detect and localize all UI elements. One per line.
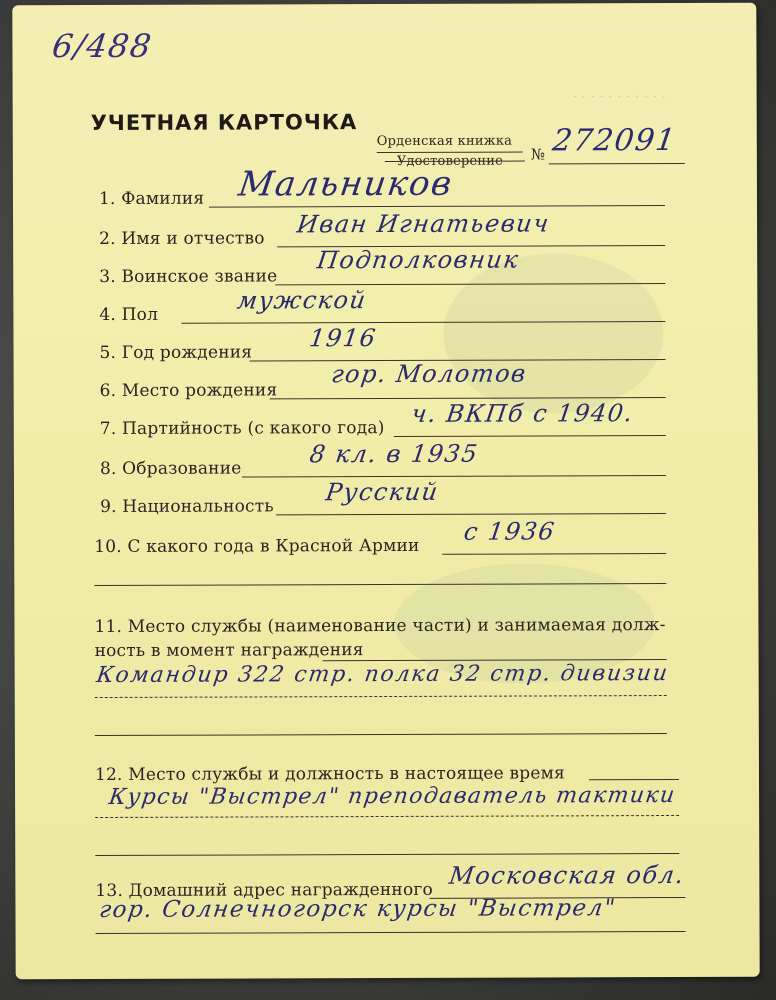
- order-book-label: Орденская книжка: [376, 133, 513, 150]
- field-line-dashed: [95, 815, 679, 818]
- field-value: Подполковник: [315, 245, 522, 275]
- field-value: Мальников: [236, 163, 456, 205]
- field-label: 9. Национальность: [100, 496, 274, 517]
- field-line: [442, 553, 666, 555]
- field-line: [96, 931, 686, 934]
- field-line: [95, 733, 667, 736]
- field-label: 13. Домашний адрес награжденного: [95, 879, 433, 902]
- field-value: 1916: [307, 324, 379, 353]
- bleed-through-text: · · · · · · · · · · ·: [572, 89, 667, 106]
- field-line: [394, 435, 666, 437]
- field-label: 2. Имя и отчество: [99, 228, 265, 249]
- field-line: [95, 853, 679, 856]
- card-title: УЧЕТНАЯ КАРТОЧКА: [90, 110, 358, 136]
- field-label-line2: ность в момент награждения: [94, 640, 364, 662]
- field-label: 3. Воинское звание: [99, 266, 278, 287]
- corner-number: 6/488: [49, 26, 155, 66]
- field-line: [276, 513, 666, 515]
- field-label: 1. Фамилия: [98, 188, 205, 210]
- field-value: Иван Игнатьевич: [295, 209, 552, 239]
- field-value: Командир 322 стр. полка 32 стр. дивизии: [94, 661, 671, 689]
- field-value: Курсы "Выстрел" преподаватель тактики: [107, 782, 678, 810]
- field-value: гор. Молотов: [329, 359, 529, 389]
- field-value-line2: гор. Солнечногорск курсы "Выстрел": [97, 895, 618, 924]
- field-value: Русский: [324, 477, 441, 507]
- field-line-dashed: [95, 695, 667, 698]
- field-value-line1: Московская обл.: [447, 860, 687, 890]
- paper-stain: [443, 253, 664, 414]
- field-line: [209, 205, 665, 208]
- field-line: [242, 475, 666, 477]
- field-label: 10. С какого года в Красной Армии: [94, 535, 420, 558]
- number-sign: №: [530, 145, 546, 164]
- certificate-label: Удостоверение: [396, 153, 504, 169]
- field-value: с 1936: [462, 517, 558, 546]
- field-label: 12. Место службы и должность в настоящее время: [94, 763, 565, 786]
- order-number: 272091: [550, 122, 679, 159]
- field-label-line1: 11. Место службы (наименование части) и занимаемая долж-: [94, 615, 666, 638]
- field-line: [589, 779, 679, 780]
- field-value: 8 кл. в 1935: [307, 439, 481, 469]
- field-label: 6. Место рождения: [99, 380, 278, 401]
- field-label: 7. Партийность (с какого года): [99, 418, 385, 439]
- field-label: 5. Год рождения: [99, 342, 253, 363]
- field-value: мужской: [235, 286, 369, 315]
- field-label: 4. Пол: [99, 304, 159, 325]
- record-card: [12, 3, 759, 980]
- number-underline: [549, 163, 685, 164]
- field-value: ч. ВКПб с 1940.: [409, 399, 636, 428]
- field-label: 8. Образование: [99, 458, 242, 479]
